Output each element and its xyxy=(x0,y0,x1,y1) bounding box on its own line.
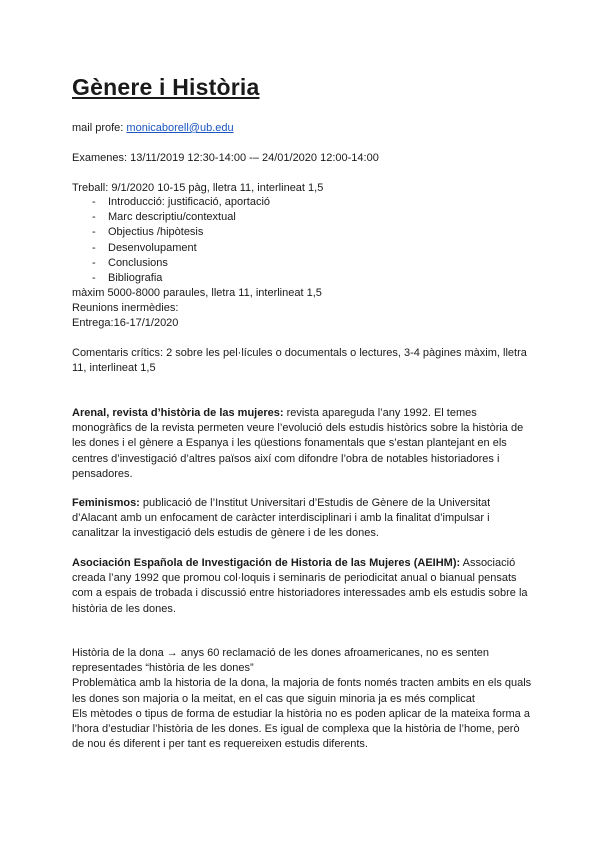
max-words-line: màxim 5000-8000 paraules, lletra 11, interlineat 1,5 xyxy=(72,287,322,299)
source-aeihm xyxy=(72,556,532,617)
entrega-line: Entrega:16-17/1/2020 xyxy=(72,317,179,329)
exams-line: Examenes: 13/11/2019 12:30-14:00 -– 24/01/2020 12:00-14:00 xyxy=(72,152,379,164)
list-item: - Desenvolupament xyxy=(92,241,197,254)
mail-label: mail profe: xyxy=(72,122,124,134)
history-paragraph: Història de la dona → anys 60 reclamació de les dones afroamericanes, no es senten representades “història de les dones” Problemàtica amb la historia de la dona, la majoria de fonts només tracten ambits en els quals les dones son majoria o la meitat, en el cas que siguin minoria ja es més complicat Els mètodes o tipus de forma de estudiar la història no es poden aplicar de la mateixa forma a l’hora d’estudiar l’història de les dones. Es igual de complexa que la història de l’home, però de nou és diferent i per tant es requereixen estudis diferents. xyxy=(72,647,532,751)
comentaris-paragraph: Comentaris crítics: 2 sobre les pel·lícules o documentals o lectures, 3-4 pàgines màxim, lletra 11, interlineat 1,5 xyxy=(72,347,527,375)
source-name: Feminismos: xyxy=(72,497,140,509)
source-name: Arenal, revista d’història de las mujeres: xyxy=(72,407,284,419)
list-item: - Introducció: justificació, aportació xyxy=(92,196,271,208)
list-item: - Bibliografia xyxy=(92,272,163,285)
treball-heading: Treball: 9/1/2020 10-15 pàg, lletra 11, interlineat 1,5 xyxy=(72,182,324,194)
source-text: Associació creada l’any 1992 que promou col·loquis i seminaris de periodicitat anual o bianual pensats com a espais de trobada i discussió entre historiadores interessades amb els estudis sobre la història de les dones. xyxy=(72,557,528,615)
source-text: publicació de l’Institut Universitari d’Estudis de Gènere de la Universitat d’Alacant amb un enfocament de caràcter interdisciplinari i amb la finalitat d’impulsar i canalitzar la investigació dels estudis de gènere i de les dones. xyxy=(72,497,491,540)
source-text: revista apareguda l’any 1992. El temes monogràfics de la revista permeten veure l’evolució dels estudis històrics sobre la història de les dones i el gènere a Espanya i les qüestions fonamentals que s’estan plantejant en els centres d’investigació d’altres països així com difondre l’obra de notables historiadores i pensadores. xyxy=(72,407,524,480)
source-name: Asociación Española de Investigación de Historia de las Mujeres (AEIHM): xyxy=(72,557,461,569)
source-feminismos xyxy=(72,496,532,542)
reunions-line: Reunions inermèdies: xyxy=(72,302,179,314)
treball-list xyxy=(92,195,270,286)
source-arenal xyxy=(72,406,532,482)
page-title: Gènere i Història xyxy=(72,74,260,100)
list-item: - Marc descriptiu/contextual xyxy=(92,211,236,224)
list-item: - Objectius /hipòtesis xyxy=(92,226,204,239)
email-link[interactable]: monicaborell@ub.edu xyxy=(126,122,234,134)
list-item: - Conclusions xyxy=(92,256,168,269)
mail-line xyxy=(72,121,234,135)
